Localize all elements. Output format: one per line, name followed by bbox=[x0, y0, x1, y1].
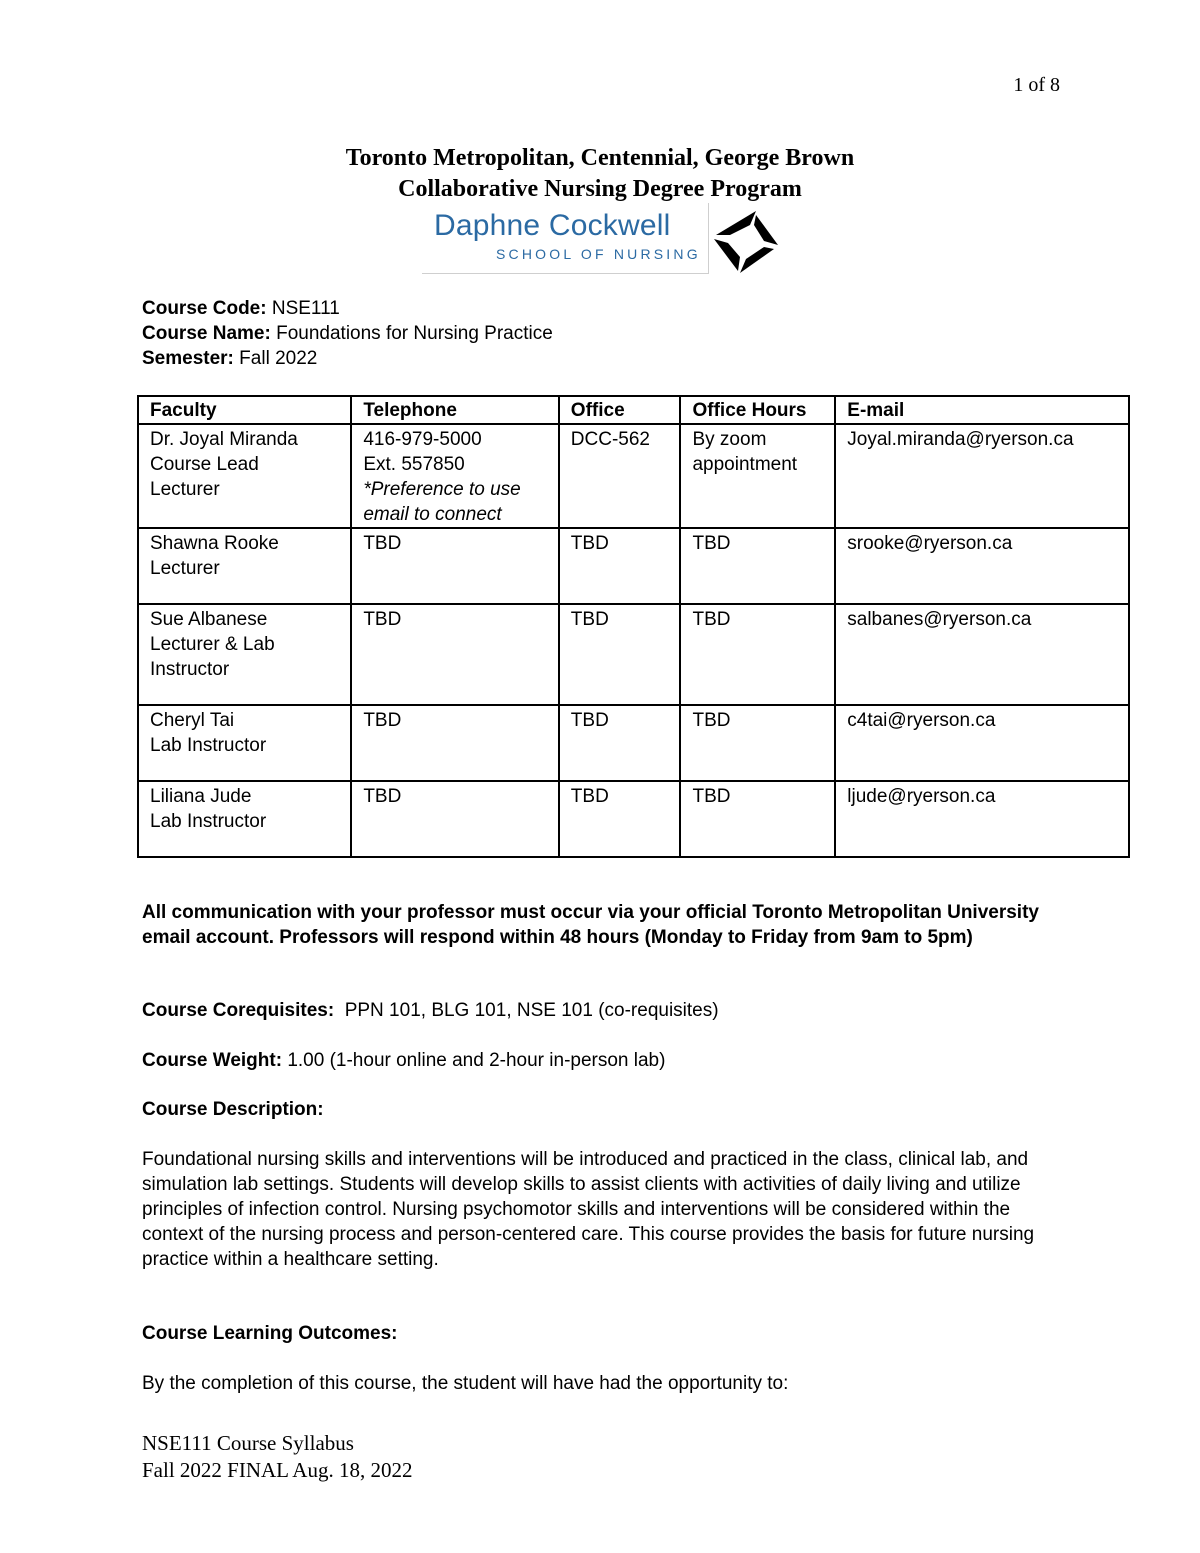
table-header-row bbox=[138, 396, 1129, 424]
course-code: Course Code: NSE111 bbox=[142, 298, 340, 319]
office-cell: TBD bbox=[559, 528, 681, 604]
footer-line-1: NSE111 Course Syllabus bbox=[142, 1431, 354, 1455]
header-faculty: Faculty bbox=[138, 396, 351, 424]
faculty-cell: Liliana Jude Lab Instructor bbox=[138, 781, 351, 857]
program-title bbox=[0, 143, 1200, 205]
office-hours-cell: TBD bbox=[680, 705, 835, 781]
course-corequisites: Course Corequisites: PPN 101, BLG 101, NSE 101 (co-requisites) bbox=[142, 1000, 719, 1021]
header-email: E-mail bbox=[835, 396, 1129, 424]
course-name: Course Name: Foundations for Nursing Practice bbox=[142, 323, 553, 344]
header-office-hours: Office Hours bbox=[680, 396, 835, 424]
telephone-cell: TBD bbox=[351, 528, 558, 604]
telephone-note: *Preference to use bbox=[363, 479, 521, 500]
table-row bbox=[138, 705, 1129, 781]
email-cell: Joyal.miranda@ryerson.ca bbox=[835, 424, 1129, 528]
table-row bbox=[138, 604, 1129, 705]
logo-subtitle: SCHOOL OF NURSING bbox=[496, 246, 701, 262]
telephone-cell: TBD bbox=[351, 604, 558, 705]
faculty-cell: Dr. Joyal Miranda Course Lead Lecturer bbox=[138, 424, 351, 528]
course-weight: Course Weight: 1.00 (1-hour online and 2-hour in-person lab) bbox=[142, 1050, 666, 1071]
telephone-note: email to connect bbox=[363, 504, 502, 525]
office-hours-cell: By zoom appointment bbox=[680, 424, 835, 528]
table-row bbox=[138, 424, 1129, 528]
course-description-text: Foundational nursing skills and interventions will be introduced and practiced in the class, clinical lab, and simulation lab settings. Students will develop skills to assist clients with activities of daily living and utilize principles of infection control. Nursing psychomotor skills and interventions will be considered within the context of the nursing process and person-centered care. This course provides the basis for future nursing practice within a healthcare setting. bbox=[142, 1149, 1035, 1270]
email-cell: srooke@ryerson.ca bbox=[835, 528, 1129, 604]
triangle-arrows-icon bbox=[710, 205, 782, 277]
course-outcomes-heading: Course Learning Outcomes: bbox=[142, 1323, 398, 1344]
office-hours-cell: TBD bbox=[680, 781, 835, 857]
header-telephone: Telephone bbox=[351, 396, 558, 424]
page-footer bbox=[142, 1430, 412, 1484]
course-description-heading: Course Description: bbox=[142, 1099, 324, 1120]
course-outcomes-intro: By the completion of this course, the student will have had the opportunity to: bbox=[142, 1373, 789, 1394]
office-hours-cell: TBD bbox=[680, 528, 835, 604]
faculty-table bbox=[137, 395, 1130, 858]
faculty-cell: Cheryl Tai Lab Instructor bbox=[138, 705, 351, 781]
logo-wordmark bbox=[422, 203, 709, 274]
telephone-cell: TBD bbox=[351, 781, 558, 857]
office-cell: DCC-562 bbox=[559, 424, 681, 528]
table-row bbox=[138, 781, 1129, 857]
telephone-cell: 416-979-5000 Ext. 557850 *Preference to use email to connect bbox=[351, 424, 558, 528]
email-cell: c4tai@ryerson.ca bbox=[835, 705, 1129, 781]
email-cell: salbanes@ryerson.ca bbox=[835, 604, 1129, 705]
school-logo bbox=[422, 203, 782, 277]
faculty-cell: Shawna Rooke Lecturer bbox=[138, 528, 351, 604]
program-title-line-2: Collaborative Nursing Degree Program bbox=[398, 176, 802, 202]
table-row bbox=[138, 528, 1129, 604]
header-office: Office bbox=[559, 396, 681, 424]
office-cell: TBD bbox=[559, 781, 681, 857]
course-semester: Semester: Fall 2022 bbox=[142, 348, 318, 369]
course-info bbox=[142, 296, 553, 371]
program-title-line-1: Toronto Metropolitan, Centennial, George Brown bbox=[345, 145, 855, 171]
footer-line-2: Fall 2022 FINAL Aug. 18, 2022 bbox=[142, 1458, 413, 1482]
telephone-cell: TBD bbox=[351, 705, 558, 781]
page-number: 1 of 8 bbox=[1013, 74, 1060, 96]
office-cell: TBD bbox=[559, 705, 681, 781]
faculty-cell: Sue Albanese Lecturer & Lab Instructor bbox=[138, 604, 351, 705]
communication-notice: All communication with your professor must occur via your official Toronto Metropolitan University email account. Professors will respond within 48 hours (Monday to Friday from 9am to 5pm) bbox=[142, 902, 1039, 948]
office-hours-cell: TBD bbox=[680, 604, 835, 705]
email-cell: ljude@ryerson.ca bbox=[835, 781, 1129, 857]
logo-name: Daphne Cockwell bbox=[434, 209, 671, 242]
office-cell: TBD bbox=[559, 604, 681, 705]
